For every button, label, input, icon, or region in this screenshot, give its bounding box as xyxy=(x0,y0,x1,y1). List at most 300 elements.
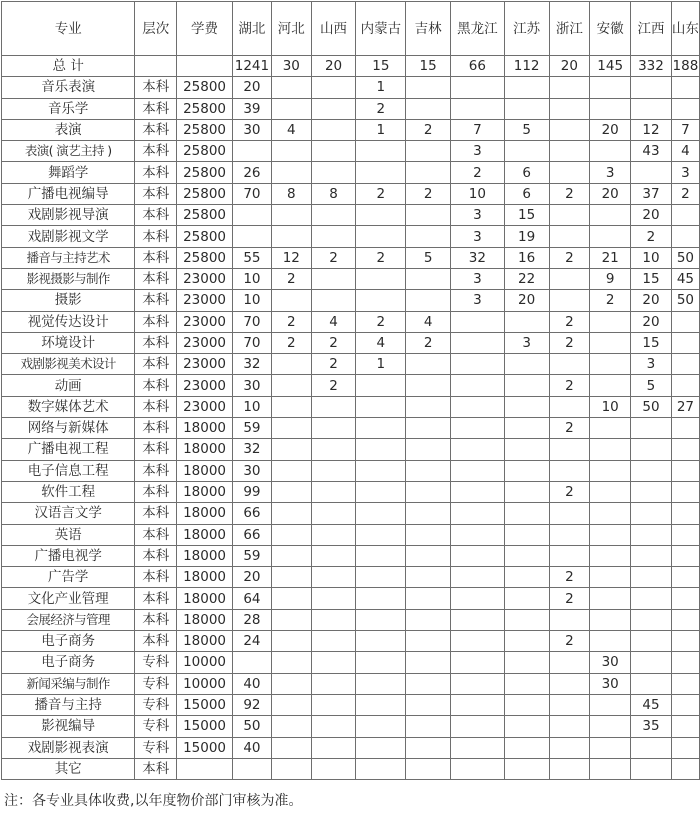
quota-cell xyxy=(311,460,356,481)
quota-cell xyxy=(271,503,311,524)
quota-cell xyxy=(549,716,590,737)
major-name-cell: 戏剧影视美术设计 xyxy=(2,354,135,375)
quota-cell: 3 xyxy=(671,162,699,183)
table-row xyxy=(2,141,700,162)
quota-cell xyxy=(590,332,631,353)
quota-cell xyxy=(631,652,672,673)
quota-cell: 2 xyxy=(671,183,699,204)
quota-cell xyxy=(590,77,631,98)
quota-cell xyxy=(671,524,699,545)
quota-cell: 2 xyxy=(311,332,356,353)
quota-cell: 43 xyxy=(631,141,672,162)
quota-cell: 20 xyxy=(232,567,271,588)
quota-cell: 70 xyxy=(232,183,271,204)
quota-cell: 9 xyxy=(590,268,631,289)
level-cell: 本科 xyxy=(135,98,177,119)
quota-cell xyxy=(504,311,549,332)
quota-cell xyxy=(450,439,504,460)
quota-cell: 24 xyxy=(232,631,271,652)
fee-cell: 25800 xyxy=(177,162,233,183)
quota-cell xyxy=(356,567,406,588)
quota-cell xyxy=(311,609,356,630)
level-cell: 本科 xyxy=(135,162,177,183)
quota-cell xyxy=(671,673,699,694)
level-cell: 专科 xyxy=(135,716,177,737)
quota-cell xyxy=(504,758,549,779)
quota-cell xyxy=(631,673,672,694)
quota-cell xyxy=(631,98,672,119)
quota-cell: 10 xyxy=(232,396,271,417)
quota-cell xyxy=(590,226,631,247)
quota-cell: 55 xyxy=(232,247,271,268)
quota-cell: 7 xyxy=(671,119,699,140)
fee-cell: 23000 xyxy=(177,290,233,311)
quota-cell xyxy=(450,396,504,417)
quota-cell xyxy=(504,481,549,502)
level-cell: 专科 xyxy=(135,737,177,758)
quota-cell xyxy=(406,609,451,630)
quota-cell xyxy=(504,631,549,652)
level-cell: 本科 xyxy=(135,375,177,396)
quota-cell xyxy=(311,694,356,715)
quota-cell xyxy=(631,439,672,460)
quota-cell: 3 xyxy=(450,141,504,162)
quota-cell xyxy=(271,524,311,545)
fee-cell: 25800 xyxy=(177,205,233,226)
major-name-cell: 影视摄影与制作 xyxy=(2,268,135,289)
level-cell: 本科 xyxy=(135,396,177,417)
quota-cell xyxy=(631,631,672,652)
quota-cell: 16 xyxy=(504,247,549,268)
table-row xyxy=(2,247,700,268)
header-province-shanxi: 山西 xyxy=(311,2,356,56)
quota-cell xyxy=(590,205,631,226)
table-row xyxy=(2,545,700,566)
level-cell: 本科 xyxy=(135,332,177,353)
major-name-cell: 视觉传达设计 xyxy=(2,311,135,332)
quota-cell: 15 xyxy=(631,332,672,353)
level-cell: 本科 xyxy=(135,524,177,545)
total-level-cell xyxy=(135,56,177,77)
table-row xyxy=(2,205,700,226)
quota-cell: 50 xyxy=(232,716,271,737)
quota-cell xyxy=(356,673,406,694)
quota-cell: 12 xyxy=(271,247,311,268)
level-cell: 本科 xyxy=(135,567,177,588)
level-cell: 专科 xyxy=(135,673,177,694)
quota-cell: 2 xyxy=(549,567,590,588)
level-cell: 专科 xyxy=(135,694,177,715)
major-name-cell: 广播电视学 xyxy=(2,545,135,566)
quota-cell: 2 xyxy=(549,481,590,502)
quota-cell xyxy=(631,588,672,609)
quota-cell xyxy=(356,439,406,460)
fee-cell: 18000 xyxy=(177,631,233,652)
quota-cell xyxy=(450,609,504,630)
quota-cell: 3 xyxy=(450,268,504,289)
level-cell: 本科 xyxy=(135,290,177,311)
quota-cell xyxy=(549,162,590,183)
fee-cell: 25800 xyxy=(177,183,233,204)
total-value: 112 xyxy=(504,56,549,77)
quota-cell xyxy=(311,119,356,140)
quota-cell xyxy=(450,311,504,332)
table-row xyxy=(2,758,700,779)
quota-cell xyxy=(671,503,699,524)
quota-cell xyxy=(671,354,699,375)
quota-cell xyxy=(311,141,356,162)
quota-cell xyxy=(232,205,271,226)
quota-cell: 45 xyxy=(671,268,699,289)
quota-cell: 40 xyxy=(232,673,271,694)
quota-cell xyxy=(450,737,504,758)
quota-cell xyxy=(271,737,311,758)
quota-cell: 21 xyxy=(590,247,631,268)
quota-cell: 4 xyxy=(311,311,356,332)
level-cell: 本科 xyxy=(135,503,177,524)
quota-cell xyxy=(450,694,504,715)
quota-cell xyxy=(356,226,406,247)
quota-cell xyxy=(590,588,631,609)
quota-cell xyxy=(450,716,504,737)
quota-cell xyxy=(590,375,631,396)
major-name-cell: 戏剧影视导演 xyxy=(2,205,135,226)
quota-cell: 3 xyxy=(450,290,504,311)
quota-cell xyxy=(450,631,504,652)
level-cell: 本科 xyxy=(135,247,177,268)
quota-cell xyxy=(671,694,699,715)
quota-cell: 8 xyxy=(271,183,311,204)
major-name-cell: 戏剧影视文学 xyxy=(2,226,135,247)
fee-cell: 23000 xyxy=(177,332,233,353)
enrollment-plan-table-container xyxy=(1,1,700,780)
major-name-cell: 广播电视工程 xyxy=(2,439,135,460)
quota-cell xyxy=(311,77,356,98)
fee-cell: 23000 xyxy=(177,354,233,375)
quota-cell xyxy=(549,141,590,162)
quota-cell: 10 xyxy=(450,183,504,204)
enrollment-plan-table xyxy=(1,1,700,780)
quota-cell xyxy=(671,737,699,758)
quota-cell xyxy=(504,652,549,673)
quota-cell xyxy=(450,673,504,694)
quota-cell xyxy=(406,673,451,694)
quota-cell xyxy=(450,503,504,524)
quota-cell xyxy=(356,524,406,545)
quota-cell xyxy=(590,311,631,332)
level-cell: 专科 xyxy=(135,652,177,673)
quota-cell xyxy=(671,716,699,737)
quota-cell xyxy=(671,375,699,396)
quota-cell xyxy=(450,460,504,481)
quota-cell: 20 xyxy=(504,290,549,311)
quota-cell xyxy=(311,673,356,694)
quota-cell xyxy=(406,396,451,417)
quota-cell: 28 xyxy=(232,609,271,630)
quota-cell: 50 xyxy=(671,247,699,268)
quota-cell: 4 xyxy=(671,141,699,162)
quota-cell: 66 xyxy=(232,524,271,545)
quota-cell: 20 xyxy=(631,205,672,226)
quota-cell xyxy=(671,98,699,119)
quota-cell xyxy=(271,694,311,715)
quota-cell: 50 xyxy=(631,396,672,417)
table-row xyxy=(2,737,700,758)
major-name-cell: 广告学 xyxy=(2,567,135,588)
quota-cell xyxy=(671,758,699,779)
quota-cell xyxy=(504,524,549,545)
quota-cell xyxy=(504,77,549,98)
quota-cell xyxy=(671,545,699,566)
quota-cell: 20 xyxy=(590,119,631,140)
level-cell: 本科 xyxy=(135,183,177,204)
quota-cell xyxy=(549,98,590,119)
fee-cell: 25800 xyxy=(177,141,233,162)
quota-cell xyxy=(356,141,406,162)
quota-cell: 92 xyxy=(232,694,271,715)
quota-cell xyxy=(549,354,590,375)
level-cell: 本科 xyxy=(135,631,177,652)
total-fee-cell xyxy=(177,56,233,77)
quota-cell: 2 xyxy=(406,183,451,204)
major-name-cell: 电子信息工程 xyxy=(2,460,135,481)
quota-cell: 3 xyxy=(504,332,549,353)
quota-cell xyxy=(311,545,356,566)
quota-cell xyxy=(631,758,672,779)
fee-cell: 18000 xyxy=(177,503,233,524)
quota-cell xyxy=(311,567,356,588)
table-row xyxy=(2,460,700,481)
quota-cell xyxy=(549,758,590,779)
quota-cell xyxy=(406,375,451,396)
quota-cell: 2 xyxy=(549,631,590,652)
total-value: 20 xyxy=(311,56,356,77)
quota-cell: 5 xyxy=(406,247,451,268)
quota-cell: 2 xyxy=(311,375,356,396)
quota-cell xyxy=(671,439,699,460)
quota-cell: 2 xyxy=(549,311,590,332)
quota-cell xyxy=(549,119,590,140)
quota-cell: 64 xyxy=(232,588,271,609)
quota-cell xyxy=(450,481,504,502)
major-name-cell: 播音与主持 xyxy=(2,694,135,715)
fee-cell: 18000 xyxy=(177,524,233,545)
quota-cell: 20 xyxy=(631,311,672,332)
major-name-cell: 英语 xyxy=(2,524,135,545)
fee-cell: 25800 xyxy=(177,119,233,140)
quota-cell xyxy=(271,290,311,311)
quota-cell xyxy=(406,268,451,289)
header-level: 层次 xyxy=(135,2,177,56)
quota-cell xyxy=(232,226,271,247)
quota-cell xyxy=(311,226,356,247)
quota-cell xyxy=(504,737,549,758)
header-fee: 学费 xyxy=(177,2,233,56)
level-cell: 本科 xyxy=(135,205,177,226)
quota-cell xyxy=(406,588,451,609)
quota-cell xyxy=(356,503,406,524)
table-total-row xyxy=(2,56,700,77)
quota-cell xyxy=(590,503,631,524)
quota-cell xyxy=(671,77,699,98)
quota-cell xyxy=(311,758,356,779)
quota-cell: 32 xyxy=(232,439,271,460)
quota-cell: 2 xyxy=(549,247,590,268)
fee-cell xyxy=(177,758,233,779)
table-row xyxy=(2,332,700,353)
quota-cell xyxy=(671,332,699,353)
table-row xyxy=(2,567,700,588)
quota-cell xyxy=(671,460,699,481)
quota-cell xyxy=(406,77,451,98)
fee-cell: 18000 xyxy=(177,439,233,460)
quota-cell xyxy=(311,503,356,524)
quota-cell xyxy=(671,652,699,673)
quota-cell xyxy=(671,418,699,439)
level-cell: 本科 xyxy=(135,758,177,779)
quota-cell xyxy=(311,588,356,609)
quota-cell xyxy=(671,205,699,226)
quota-cell xyxy=(549,290,590,311)
quota-cell xyxy=(271,673,311,694)
quota-cell: 2 xyxy=(450,162,504,183)
quota-cell: 20 xyxy=(590,183,631,204)
table-row xyxy=(2,694,700,715)
quota-cell xyxy=(549,503,590,524)
major-name-cell: 其它 xyxy=(2,758,135,779)
quota-cell xyxy=(406,162,451,183)
quota-cell xyxy=(590,524,631,545)
major-name-cell: 舞蹈学 xyxy=(2,162,135,183)
quota-cell xyxy=(671,609,699,630)
quota-cell xyxy=(549,694,590,715)
major-name-cell: 表演( 演艺主持 ) xyxy=(2,141,135,162)
quota-cell xyxy=(590,609,631,630)
quota-cell xyxy=(311,439,356,460)
major-name-cell: 环境设计 xyxy=(2,332,135,353)
fee-cell: 18000 xyxy=(177,609,233,630)
quota-cell xyxy=(549,77,590,98)
total-value: 332 xyxy=(631,56,672,77)
quota-cell xyxy=(590,758,631,779)
quota-cell xyxy=(356,396,406,417)
header-province-jiangxi: 江西 xyxy=(631,2,672,56)
quota-cell xyxy=(450,758,504,779)
major-name-cell: 音乐学 xyxy=(2,98,135,119)
major-name-cell: 数字媒体艺术 xyxy=(2,396,135,417)
quota-cell xyxy=(450,354,504,375)
quota-cell xyxy=(271,418,311,439)
quota-cell xyxy=(356,694,406,715)
quota-cell: 2 xyxy=(631,226,672,247)
quota-cell xyxy=(631,418,672,439)
quota-cell: 3 xyxy=(450,226,504,247)
quota-cell xyxy=(311,290,356,311)
quota-cell xyxy=(406,205,451,226)
table-row xyxy=(2,396,700,417)
header-province-zhejiang: 浙江 xyxy=(549,2,590,56)
quota-cell xyxy=(271,162,311,183)
quota-cell xyxy=(549,439,590,460)
level-cell: 本科 xyxy=(135,77,177,98)
quota-cell xyxy=(549,460,590,481)
quota-cell xyxy=(631,524,672,545)
quota-cell: 2 xyxy=(356,183,406,204)
quota-cell: 70 xyxy=(232,311,271,332)
quota-cell xyxy=(356,631,406,652)
quota-cell xyxy=(271,205,311,226)
quota-cell xyxy=(356,758,406,779)
quota-cell xyxy=(356,588,406,609)
table-row xyxy=(2,631,700,652)
quota-cell: 2 xyxy=(549,183,590,204)
quota-cell: 59 xyxy=(232,545,271,566)
quota-cell xyxy=(406,439,451,460)
quota-cell xyxy=(549,737,590,758)
fee-cell: 23000 xyxy=(177,311,233,332)
quota-cell: 10 xyxy=(590,396,631,417)
total-label: 总 计 xyxy=(2,56,135,77)
header-province-hubei: 湖北 xyxy=(232,2,271,56)
quota-cell xyxy=(631,737,672,758)
quota-cell xyxy=(450,652,504,673)
quota-cell xyxy=(356,737,406,758)
quota-cell xyxy=(450,545,504,566)
header-province-neimenggu: 内蒙古 xyxy=(356,2,406,56)
header-province-heilongjiang: 黑龙江 xyxy=(450,2,504,56)
quota-cell: 50 xyxy=(671,290,699,311)
quota-cell: 20 xyxy=(232,77,271,98)
quota-cell xyxy=(311,481,356,502)
quota-cell: 59 xyxy=(232,418,271,439)
quota-cell xyxy=(311,631,356,652)
quota-cell xyxy=(271,631,311,652)
quota-cell xyxy=(631,162,672,183)
quota-cell xyxy=(406,503,451,524)
quota-cell xyxy=(450,588,504,609)
quota-cell: 10 xyxy=(631,247,672,268)
quota-cell: 1 xyxy=(356,119,406,140)
quota-cell: 35 xyxy=(631,716,672,737)
quota-cell xyxy=(504,503,549,524)
quota-cell: 8 xyxy=(311,183,356,204)
quota-cell xyxy=(590,716,631,737)
table-row xyxy=(2,77,700,98)
quota-cell: 19 xyxy=(504,226,549,247)
quota-cell xyxy=(504,141,549,162)
quota-cell xyxy=(549,268,590,289)
quota-cell xyxy=(504,694,549,715)
fee-cell: 18000 xyxy=(177,588,233,609)
quota-cell xyxy=(356,375,406,396)
header-major: 专业 xyxy=(2,2,135,56)
major-name-cell: 文化产业管理 xyxy=(2,588,135,609)
table-row xyxy=(2,439,700,460)
quota-cell xyxy=(631,545,672,566)
quota-cell: 3 xyxy=(450,205,504,226)
quota-cell xyxy=(450,98,504,119)
quota-cell xyxy=(549,524,590,545)
quota-cell xyxy=(631,609,672,630)
quota-cell: 20 xyxy=(631,290,672,311)
quota-cell: 2 xyxy=(590,290,631,311)
quota-cell xyxy=(631,77,672,98)
quota-cell: 32 xyxy=(232,354,271,375)
quota-cell xyxy=(271,609,311,630)
table-row xyxy=(2,183,700,204)
quota-cell xyxy=(356,162,406,183)
quota-cell xyxy=(450,524,504,545)
